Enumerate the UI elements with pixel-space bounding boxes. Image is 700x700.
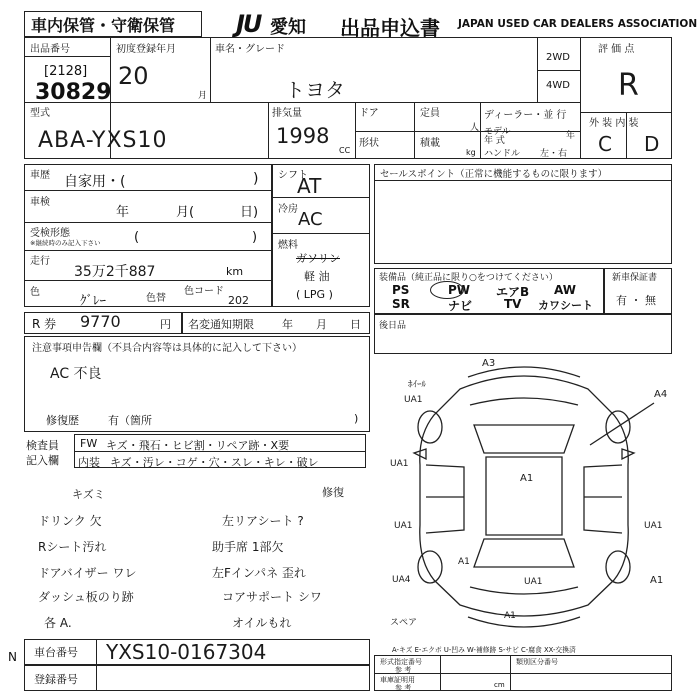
displacement-value: 1998 (276, 124, 330, 148)
equipment-item: AW (554, 283, 576, 297)
footer-field-sub: 参 考 (395, 684, 412, 692)
recycle-value: 9770 (80, 312, 121, 331)
notes-value: AC 不良 (50, 366, 102, 382)
shape-label: 形状 (359, 138, 379, 149)
damage-mark: UA1 (404, 395, 423, 405)
damage-mark: A1 (504, 611, 516, 621)
ju-logo (236, 10, 260, 38)
handle-options: 左・右 (540, 149, 568, 159)
drive-2wd: 2WD (546, 52, 570, 63)
equipment-grid (378, 283, 602, 312)
damage-mark: A1 (650, 575, 664, 586)
frame-number-label: 車台番号 (34, 646, 78, 659)
fuel-crossed: ガソリン (296, 252, 340, 265)
recycle-label: R 券 (32, 317, 57, 331)
margin-mark: N (8, 650, 17, 664)
history-label: 車歴 (30, 170, 50, 181)
name-change-label: 名変通知期限 (188, 318, 254, 331)
fuel-diesel: 軽 油 (304, 270, 330, 283)
frame-number-value: YXS10-0167304 (106, 640, 267, 664)
color-label: 色 (30, 287, 40, 298)
damage-mark: UA1 (394, 521, 413, 531)
lot-bracket: [2128] (44, 64, 88, 79)
damage-mark: A1 (520, 473, 534, 484)
equipment-item: エアB (496, 285, 530, 299)
inspector-note-right: 助手席 1部欠 (212, 540, 284, 554)
footer-field-label: 形式指定番号 (380, 658, 422, 666)
drive-4wd: 4WD (546, 80, 570, 91)
checker-fw-text: キズ・飛石・ヒビ割・リペア跡・X要 (106, 439, 290, 452)
equipment-label: 装備品（純正品に限り○をつけてください） (379, 273, 558, 283)
receipt-close: ) (252, 230, 258, 245)
grade-value: R (618, 68, 639, 103)
lot-label: 出品番号 (30, 44, 70, 55)
inspector-note-right: 修復 (322, 486, 344, 499)
later-input-label: 後日品 (379, 321, 407, 331)
receipt-label: 受検形態 (30, 228, 70, 239)
footer-field-unit: cm (494, 681, 505, 689)
repair-label: 修復歴 (46, 414, 79, 427)
model-year-unit: 年 (566, 131, 576, 141)
mileage-value: 35万2千887 (74, 264, 156, 280)
repair-close: ) (354, 412, 359, 425)
inspector-note-left: キズミ (72, 488, 105, 501)
damage-mark: UA1 (644, 521, 663, 531)
car-name-label: 車名・グレード (215, 44, 285, 55)
inspector-note-right: コアサポート シワ (222, 590, 322, 604)
pw-circle (430, 281, 464, 299)
inspector-notes (30, 478, 375, 633)
repair-value: 有（箇所 (108, 414, 152, 427)
color-value: ｸﾞﾚｰ (80, 294, 106, 309)
damage-mark: A4 (654, 389, 668, 400)
fuel-label: 燃料 (278, 240, 298, 251)
damage-mark: UA1 (524, 577, 543, 587)
inspection-day: 日) (240, 205, 259, 220)
registration-number-label: 登録番号 (34, 673, 78, 686)
diagram-marks (374, 355, 672, 637)
later-input-box (374, 314, 672, 354)
handle-label: ハンドル (484, 149, 521, 159)
inspection-year: 年 (116, 205, 130, 220)
spare-label: スペア (390, 618, 418, 628)
inspector-note-left: ドアバイザー ワレ (38, 566, 137, 580)
interior-grade: D (644, 132, 660, 156)
name-change-day: 日 (350, 318, 361, 331)
registration-year: 20 (118, 62, 149, 90)
checker-label-1: 検査員 (26, 439, 59, 452)
checker-fw: FW (80, 437, 98, 450)
model-label: 型式 (30, 108, 50, 119)
equipment-item: PW (448, 283, 471, 297)
grade-label: 評 価 点 (598, 44, 635, 55)
inspector-note-right: 左リアシート ? (222, 514, 304, 528)
warranty-options: 有 ・ 無 (616, 294, 656, 307)
ju-logo-text: JU (236, 10, 261, 38)
lot-number: 30829 (35, 80, 112, 105)
displacement-label: 排気量 (272, 108, 302, 119)
org-name: 愛知 (270, 17, 306, 38)
equipment-item: カワシート (538, 299, 593, 312)
mileage-label: 走行 (30, 256, 50, 267)
exterior-interior-label: 外 装 内 装 (589, 118, 639, 129)
load-label: 積載 (420, 138, 440, 149)
load-unit: kg (466, 148, 476, 157)
checker-interior-label: 内装 (78, 456, 100, 469)
model-year-label2: 年 式 (484, 136, 505, 146)
footer-field-sub2: 類別区分番号 (516, 658, 558, 666)
equipment-item: PS (392, 283, 410, 297)
aircon-value: AC (298, 209, 323, 230)
capacity-label: 定員 (420, 108, 440, 119)
checker-label-2: 記入欄 (26, 454, 59, 467)
storage-label: 車内保管・守衛保管 (31, 16, 176, 35)
name-change-year: 年 (282, 318, 293, 331)
shift-label: シフト (278, 170, 308, 181)
exterior-grade: C (598, 132, 612, 156)
equipment-item: ナビ (448, 299, 473, 313)
dealer-label: ディーラー・並 行 (484, 110, 567, 121)
sales-point-label: セールスポイント（正常に機能するものに限ります） (380, 169, 608, 180)
capacity-unit: 人 (470, 123, 480, 133)
warranty-label: 新車保証書 (612, 273, 658, 283)
model-year-label1: モデル (484, 127, 511, 137)
model-value: ABA-YXS10 (38, 128, 168, 153)
mileage-unit: km (226, 265, 244, 278)
damage-legend: A-キズ E-エクボ U-凹み W-補修跡 S-サビ C-腐食 XX-交換済 (392, 646, 576, 654)
inspector-note-left: Rシート汚れ (38, 540, 107, 554)
notes-label: 注意事項申告欄（不具合内容等は具体的に記入して下さい） (32, 343, 302, 354)
receipt-note: ※継続時のみ記入下さい (30, 239, 101, 247)
aircon-label: 冷房 (278, 204, 298, 215)
equipment-item: TV (504, 297, 522, 311)
footer-field-label: 車庫証明用 (380, 676, 415, 684)
color-code-label: 色コード (184, 286, 224, 297)
footer-field-sub: 参 考 (395, 666, 412, 674)
car-name-value: トヨタ (285, 78, 345, 102)
inspector-note-right: オイルもれ (232, 616, 292, 630)
inspection-label: 車検 (30, 197, 50, 208)
registration-month-unit: 月 (198, 91, 208, 101)
fuel-lpg: ( LPG ) (296, 288, 333, 301)
association-name: JAPAN USED CAR DEALERS ASSOCIATION (458, 18, 698, 30)
displacement-unit: CC (339, 146, 351, 155)
receipt-open: ( (134, 230, 140, 245)
form-title: 出品申込書 (340, 16, 440, 40)
inspection-month: 月( (176, 205, 195, 220)
inspector-note-left: ダッシュ板のり跡 (38, 590, 134, 604)
color-code-value: 202 (228, 294, 249, 307)
checker-interior-text: キズ・汚レ・コゲ・穴・スレ・キレ・破レ (110, 456, 319, 469)
inspector-note-left: ドリンク 欠 (38, 514, 102, 528)
recycle-unit: 円 (160, 318, 171, 331)
doors-label: ドア (359, 108, 379, 119)
damage-mark: UA1 (390, 459, 409, 469)
inspector-note-left: 各 A. (44, 616, 72, 630)
registration-label: 初度登録年月 (116, 44, 176, 55)
damage-mark: A3 (482, 358, 496, 369)
shift-value: AT (297, 174, 322, 198)
history-close: ) (253, 171, 259, 187)
damage-mark: UA4 (392, 575, 411, 585)
name-change-month: 月 (316, 318, 327, 331)
equipment-item: SR (392, 297, 410, 311)
damage-mark: A1 (458, 557, 470, 567)
inspector-note-right: 左Fインパネ 歪れ (212, 566, 306, 580)
history-value: 自家用・( (64, 174, 126, 190)
damage-mark: ﾎｲｰﾙ (408, 380, 427, 390)
color-shade-label: 色替 (146, 293, 166, 304)
